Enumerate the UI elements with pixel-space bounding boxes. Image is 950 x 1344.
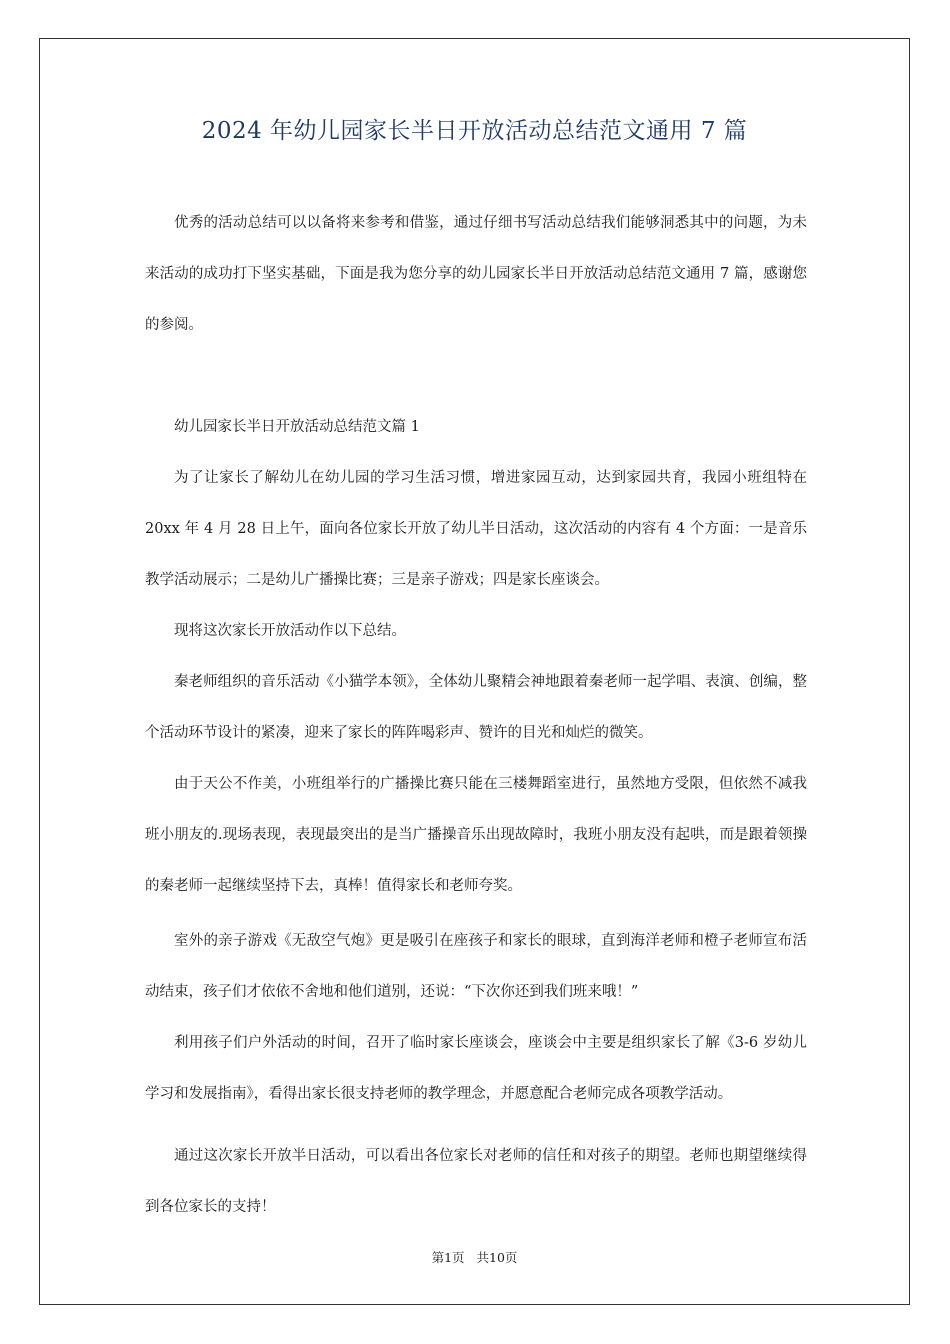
page-footer: [39, 1248, 910, 1266]
section-heading: 幼儿园家长半日开放活动总结范文篇 1: [174, 419, 420, 435]
body-paragraph: 为了让家长了解幼儿在幼儿园的学习生活习惯，增进家园互动，达到家园共育，我园小班组特在 20xx 年 4 月 28 日上午，面向各位家长开放了幼儿半日活动，这次活动的内容有 4 个方面：一是音乐教学活动展示；二是幼儿广播操比赛；三是亲子游戏；四是家长座谈会。: [145, 470, 807, 588]
body-paragraph: 现将这次家长开放活动作以下总结。: [174, 623, 406, 639]
document-body: [145, 198, 807, 1233]
body-paragraph: 由于天公不作美，小班组举行的广播操比赛只能在三楼舞蹈室进行，虽然地方受限，但依然不减我班小朋友的.现场表现，表现最突出的是当广播操音乐出现故障时，我班小朋友没有起哄，而是跟着领操的秦老师一起继续坚持下去，真棒！值得家长和老师夸奖。: [145, 776, 807, 894]
body-paragraph: 室外的亲子游戏《无敌空气炮》更是吸引在座孩子和家长的眼球，直到海洋老师和橙子老师宣布活动结束，孩子们才依依不舍地和他们道别，还说：“下次你还到我们班来哦！”: [145, 933, 807, 1000]
page-total: 共10页: [476, 1250, 518, 1265]
document-title: 2024 年幼儿园家长半日开放活动总结范文通用 7 篇: [201, 118, 748, 144]
body-paragraph: 利用孩子们户外活动的时间，召开了临时家长座谈会，座谈会中主要是组织家长了解《3-6 岁幼儿学习和发展指南》，看得出家长很支持老师的教学理念，并愿意配合老师完成各项教学活动。: [145, 1035, 807, 1102]
body-paragraph: 通过这次家长开放半日活动，可以看出各位家长对老师的信任和对孩子的期望。老师也期望继续得到各位家长的支持！: [145, 1148, 807, 1215]
page-number: 第1页: [431, 1250, 465, 1265]
intro-paragraph: 优秀的活动总结可以以备将来参考和借鉴，通过仔细书写活动总结我们能够洞悉其中的问题，为未来活动的成功打下坚实基础，下面是我为您分享的幼儿园家长半日开放活动总结范文通用 7 篇，感谢您的参阅。: [145, 215, 807, 333]
body-paragraph: 秦老师组织的音乐活动《小猫学本领》，全体幼儿聚精会神地跟着秦老师一起学唱、表演、创编，整个活动环节设计的紧凑，迎来了家长的阵阵喝彩声、赞许的目光和灿烂的微笑。: [145, 674, 807, 741]
